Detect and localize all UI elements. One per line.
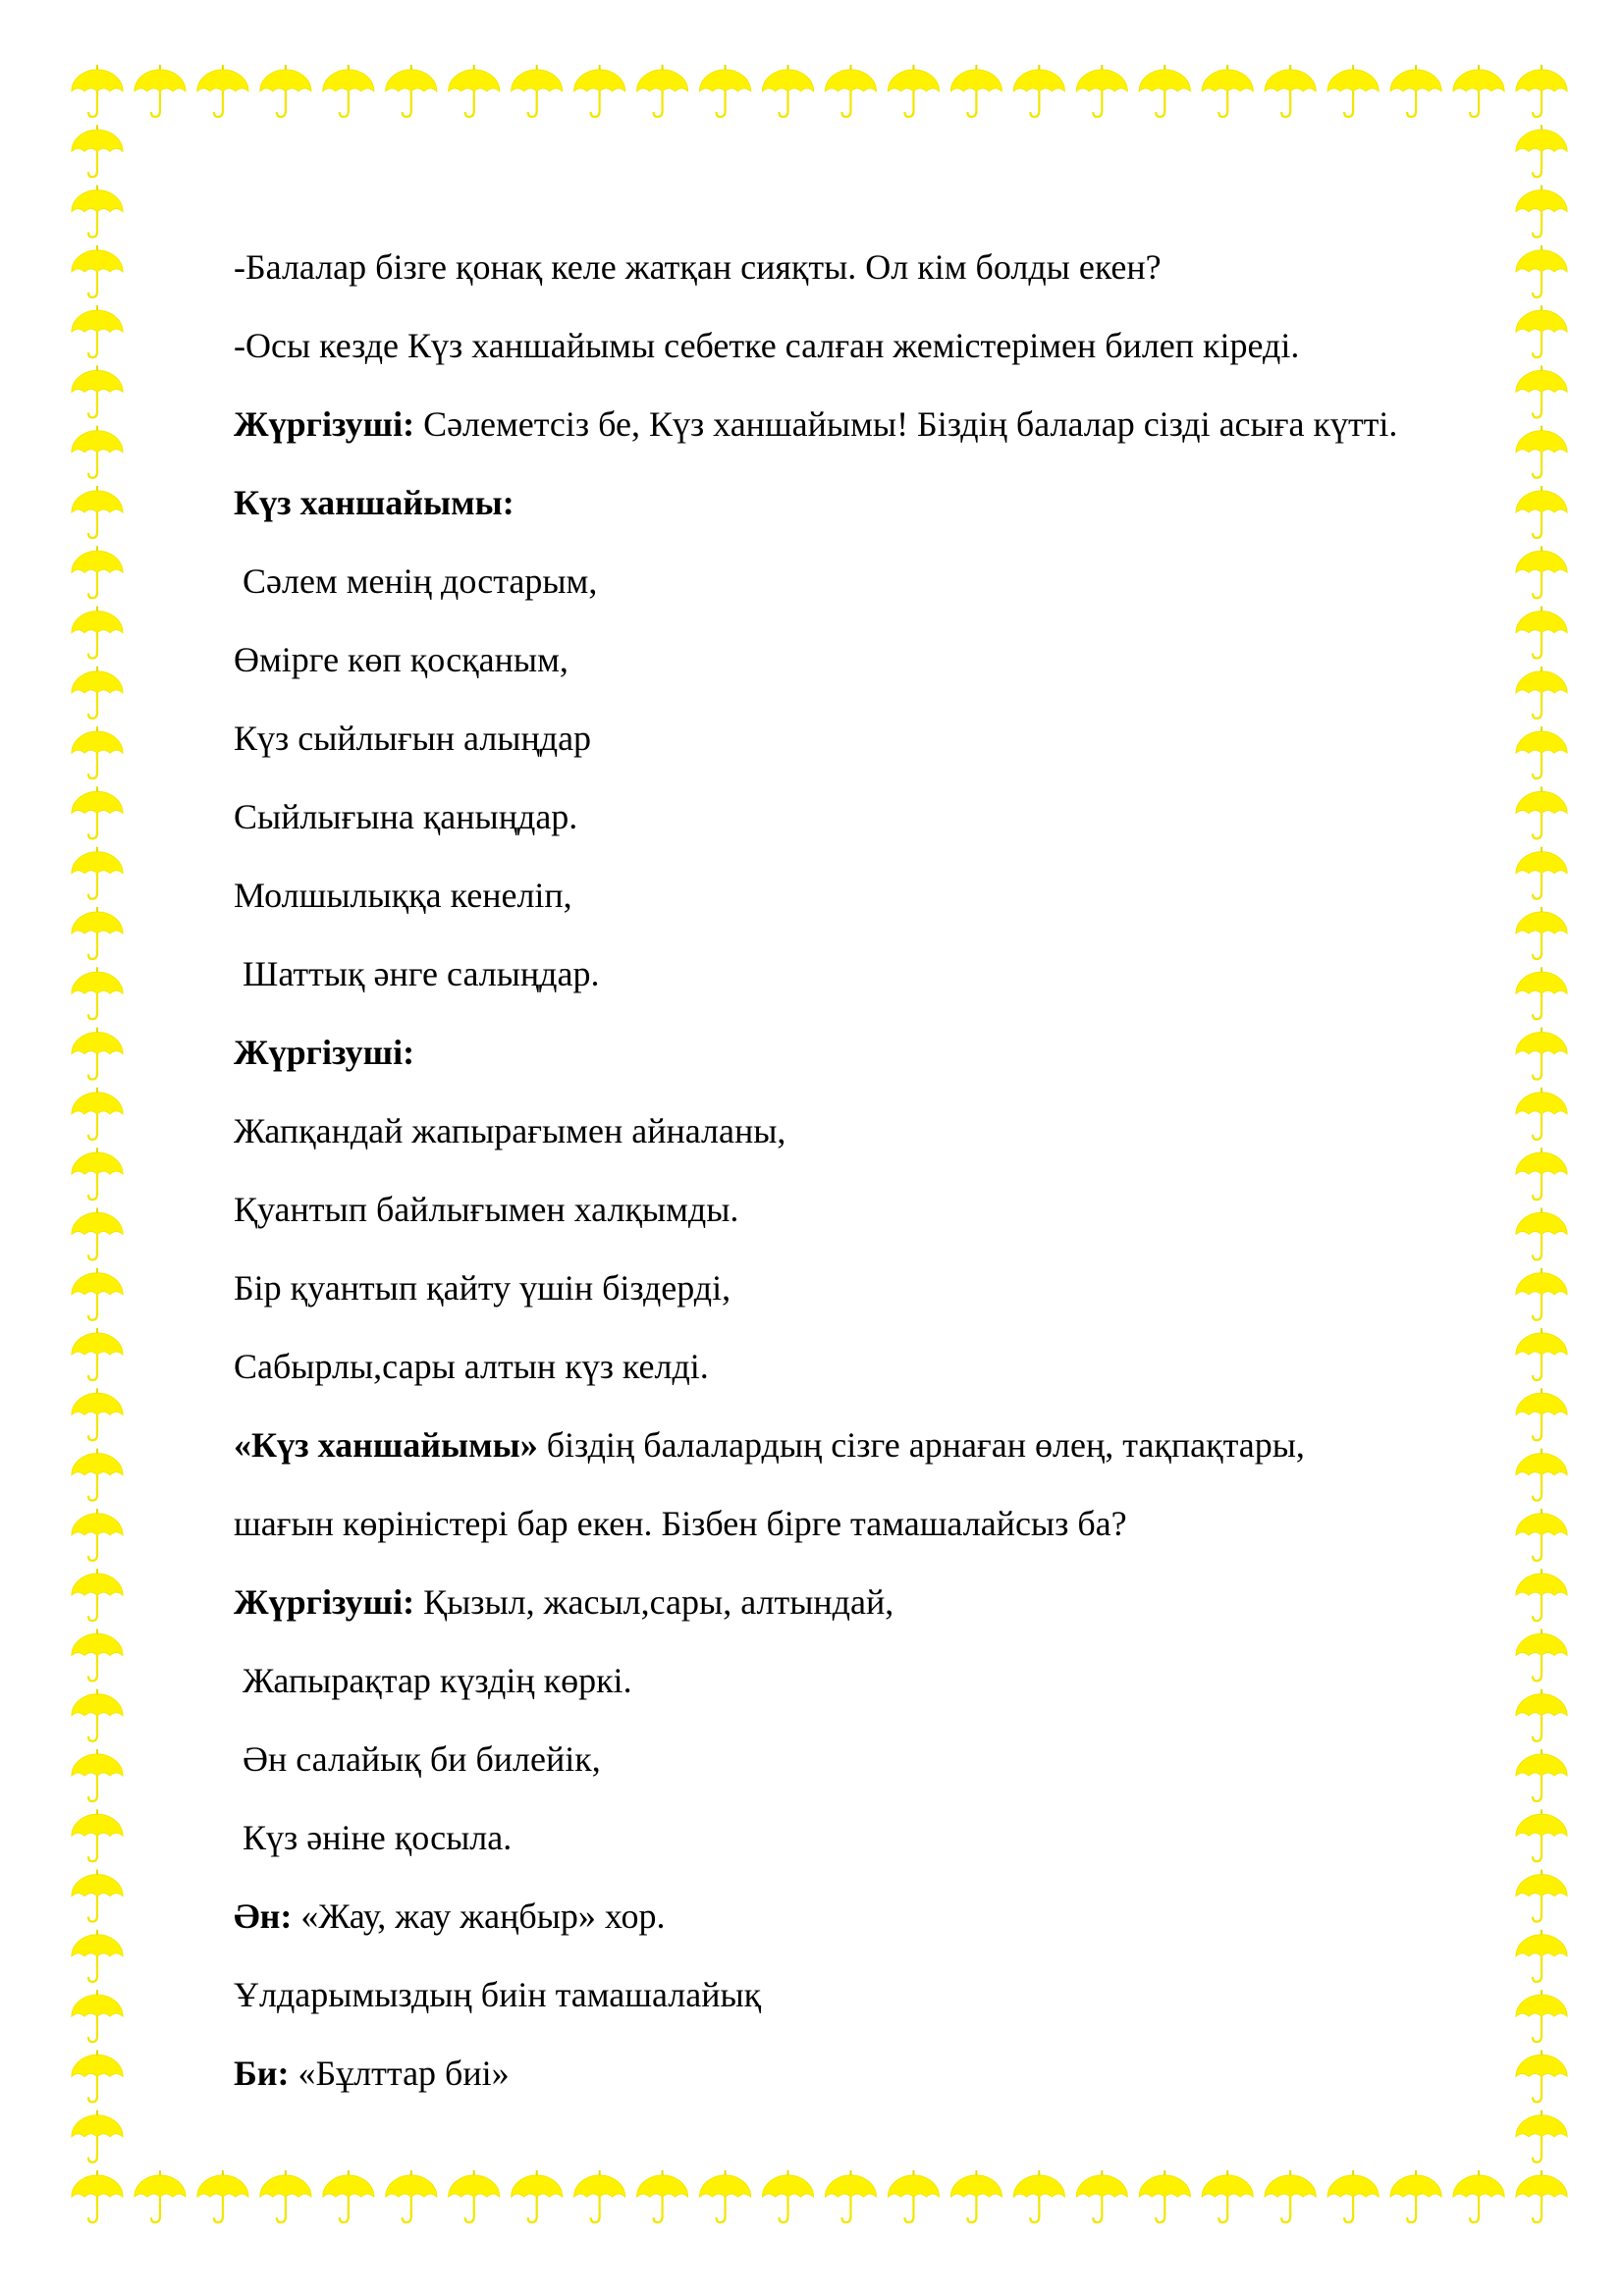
- text-line: [234, 228, 1510, 306]
- umbrella-icon: [1076, 2170, 1127, 2222]
- bold-label: Жүргізуші:: [234, 1582, 415, 1622]
- umbrella-icon: [260, 65, 311, 117]
- umbrella-icon: [1516, 667, 1567, 719]
- umbrella-icon: [1390, 2170, 1441, 2222]
- line-text: «Бұлттар биі»: [289, 2054, 510, 2093]
- umbrella-icon: [72, 1809, 123, 1861]
- umbrella-icon: [72, 125, 123, 177]
- umbrella-icon: [72, 2110, 123, 2163]
- umbrella-icon: [950, 65, 1001, 117]
- umbrella-icon: [1516, 546, 1567, 598]
- umbrella-icon: [72, 1328, 123, 1380]
- umbrella-icon: [72, 786, 123, 838]
- umbrella-icon: [1516, 1990, 1567, 2042]
- umbrella-icon: [72, 2050, 123, 2102]
- text-line: [234, 1877, 1510, 1955]
- text-line: [234, 1327, 1510, 1406]
- bold-label: «Күз ханшайымы»: [234, 1425, 538, 1465]
- umbrella-icon: [512, 2170, 563, 2222]
- umbrella-icon: [1516, 1569, 1567, 1621]
- umbrella-icon: [1139, 2170, 1190, 2222]
- umbrella-icon: [1516, 786, 1567, 838]
- umbrella-icon: [323, 65, 374, 117]
- text-line: [234, 1013, 1510, 1092]
- umbrella-icon: [72, 1388, 123, 1440]
- umbrella-icon: [260, 2170, 311, 2222]
- umbrella-icon: [72, 967, 123, 1019]
- umbrella-icon: [72, 667, 123, 719]
- umbrella-icon: [386, 65, 437, 117]
- document-body: [234, 228, 1510, 2112]
- umbrella-icon: [1516, 1449, 1567, 1501]
- umbrella-icon: [72, 1268, 123, 1320]
- text-line: [234, 2034, 1510, 2112]
- umbrella-icon: [386, 2170, 437, 2222]
- text-line: [234, 542, 1510, 620]
- text-line: [234, 1484, 1510, 1563]
- line-text: Молшылыққа кенеліп,: [234, 876, 572, 915]
- line-text: Қызыл, жасыл,сары, алтындай,: [414, 1582, 894, 1622]
- umbrella-icon: [1516, 1028, 1567, 1080]
- umbrella-icon: [1013, 65, 1064, 117]
- text-line: [234, 620, 1510, 699]
- umbrella-icon: [1516, 1509, 1567, 1561]
- text-line: [234, 1170, 1510, 1249]
- umbrella-icon: [637, 65, 688, 117]
- umbrella-icon: [72, 1870, 123, 1922]
- umbrella-icon: [1265, 65, 1316, 117]
- line-text: Ән салайық би билейік,: [234, 1739, 601, 1779]
- umbrella-icon: [700, 65, 751, 117]
- umbrella-icon: [1516, 1689, 1567, 1741]
- line-text: -Осы кезде Күз ханшайымы себетке салған жемістерімен билеп кіреді.: [234, 326, 1300, 365]
- umbrella-icon: [72, 1509, 123, 1561]
- text-line: [234, 1955, 1510, 2034]
- umbrella-icon: [72, 1990, 123, 2042]
- text-line: [234, 1563, 1510, 1641]
- umbrella-icon: [72, 2170, 123, 2222]
- umbrella-icon: [197, 65, 248, 117]
- text-line: [234, 1720, 1510, 1798]
- text-line: [234, 699, 1510, 777]
- umbrella-icon: [1516, 65, 1567, 117]
- umbrella-icon: [1265, 2170, 1316, 2222]
- umbrella-icon: [1516, 245, 1567, 297]
- umbrella-icon: [512, 65, 563, 117]
- umbrella-icon: [1516, 607, 1567, 659]
- line-text: Өмірге көп қосқаным,: [234, 640, 568, 679]
- umbrella-icon: [1516, 1148, 1567, 1200]
- line-text: Ұлдарымыздың биін тамашалайық: [234, 1975, 762, 2014]
- umbrella-icon: [72, 1689, 123, 1741]
- line-text: Сәлеметсіз бе, Күз ханшайымы! Біздің балалар сізді асыға күтті.: [414, 404, 1398, 444]
- umbrella-icon: [1327, 2170, 1379, 2222]
- umbrella-icon: [1202, 2170, 1253, 2222]
- bold-label: Жүргізуші:: [234, 1033, 415, 1072]
- line-text: Сабырлы,сары алтын күз келді.: [234, 1347, 709, 1386]
- line-text: Шаттық әнге салыңдар.: [234, 954, 600, 993]
- umbrella-icon: [449, 65, 500, 117]
- umbrella-icon: [1390, 65, 1441, 117]
- umbrella-icon: [1516, 2170, 1567, 2222]
- umbrella-icon: [1516, 1629, 1567, 1681]
- umbrella-icon: [72, 186, 123, 238]
- umbrella-icon: [72, 847, 123, 899]
- umbrella-icon: [888, 2170, 939, 2222]
- umbrella-icon: [1516, 1388, 1567, 1440]
- umbrella-icon: [1516, 125, 1567, 177]
- text-line: [234, 1798, 1510, 1877]
- line-text: Күз сыйлығын алыңдар: [234, 719, 592, 758]
- bold-label: Би:: [234, 2054, 290, 2093]
- umbrella-icon: [1202, 65, 1253, 117]
- umbrella-icon: [135, 2170, 186, 2222]
- umbrella-icon: [1516, 847, 1567, 899]
- text-line: [234, 777, 1510, 856]
- line-text: шағын көріністері бар екен. Бізбен бірге тамашалайсыз ба?: [234, 1504, 1127, 1543]
- umbrella-icon: [1516, 2050, 1567, 2102]
- umbrella-icon: [135, 65, 186, 117]
- line-text: Қуантып байлығымен халқымды.: [234, 1190, 739, 1229]
- umbrella-icon: [1076, 65, 1127, 117]
- line-text: Бір қуантып қайту үшін біздерді,: [234, 1268, 731, 1308]
- umbrella-icon: [72, 1749, 123, 1801]
- umbrella-icon: [825, 65, 876, 117]
- umbrella-icon: [72, 1028, 123, 1080]
- umbrella-icon: [72, 305, 123, 357]
- umbrella-icon: [574, 65, 625, 117]
- line-text: -Балалар бізге қонақ келе жатқан сияқты. Ол кім болды екен?: [234, 247, 1162, 287]
- umbrella-icon: [1516, 186, 1567, 238]
- bold-label: Ән:: [234, 1896, 293, 1936]
- umbrella-icon: [72, 726, 123, 778]
- umbrella-icon: [72, 365, 123, 417]
- umbrella-icon: [72, 1148, 123, 1200]
- umbrella-icon: [763, 65, 814, 117]
- bold-label: Жүргізуші:: [234, 404, 415, 444]
- umbrella-icon: [1516, 1809, 1567, 1861]
- umbrella-icon: [1516, 726, 1567, 778]
- umbrella-icon: [1516, 426, 1567, 478]
- umbrella-icon: [763, 2170, 814, 2222]
- umbrella-icon: [1516, 486, 1567, 538]
- umbrella-icon: [323, 2170, 374, 2222]
- umbrella-icon: [950, 2170, 1001, 2222]
- text-line: [234, 934, 1510, 1013]
- line-text: Жапқандай жапырағымен айналаны,: [234, 1111, 786, 1150]
- umbrella-icon: [72, 65, 123, 117]
- text-line: [234, 306, 1510, 385]
- umbrella-icon: [72, 245, 123, 297]
- umbrella-icon: [72, 546, 123, 598]
- text-line: [234, 856, 1510, 934]
- umbrella-icon: [72, 1930, 123, 1982]
- umbrella-icon: [1516, 967, 1567, 1019]
- text-line: [234, 463, 1510, 542]
- umbrella-icon: [1013, 2170, 1064, 2222]
- umbrella-icon: [72, 1629, 123, 1681]
- umbrella-icon: [1516, 1749, 1567, 1801]
- umbrella-icon: [1516, 907, 1567, 959]
- line-text: Күз әніне қосыла.: [234, 1818, 513, 1857]
- umbrella-icon: [1516, 1207, 1567, 1259]
- text-line: [234, 1249, 1510, 1327]
- line-text: Жапырақтар күздің көркі.: [234, 1661, 632, 1700]
- umbrella-icon: [449, 2170, 500, 2222]
- umbrella-icon: [1516, 1328, 1567, 1380]
- umbrella-icon: [1327, 65, 1379, 117]
- text-line: [234, 1406, 1510, 1484]
- line-text: Сыйлығына қаныңдар.: [234, 797, 578, 836]
- umbrella-icon: [72, 486, 123, 538]
- line-text: «Жау, жау жаңбыр» хор.: [292, 1896, 666, 1936]
- umbrella-icon: [888, 65, 939, 117]
- umbrella-icon: [1516, 1088, 1567, 1140]
- umbrella-icon: [72, 1449, 123, 1501]
- umbrella-icon: [72, 607, 123, 659]
- umbrella-icon: [1516, 1930, 1567, 1982]
- umbrella-icon: [1516, 365, 1567, 417]
- umbrella-icon: [1453, 65, 1504, 117]
- umbrella-icon: [72, 426, 123, 478]
- text-line: [234, 1092, 1510, 1170]
- umbrella-icon: [1453, 2170, 1504, 2222]
- umbrella-icon: [72, 1569, 123, 1621]
- umbrella-icon: [197, 2170, 248, 2222]
- umbrella-icon: [574, 2170, 625, 2222]
- umbrella-icon: [1516, 1268, 1567, 1320]
- text-line: [234, 1641, 1510, 1720]
- umbrella-icon: [72, 1207, 123, 1259]
- line-text: Сәлем менің достарым,: [234, 561, 598, 601]
- umbrella-icon: [825, 2170, 876, 2222]
- line-text: біздің балалардың сізге арнаған өлең, тақпақтары,: [537, 1425, 1305, 1465]
- bold-label: Күз ханшайымы:: [234, 483, 514, 522]
- umbrella-icon: [1516, 1870, 1567, 1922]
- umbrella-icon: [1516, 305, 1567, 357]
- text-line: [234, 385, 1510, 463]
- umbrella-icon: [72, 1088, 123, 1140]
- umbrella-icon: [1139, 65, 1190, 117]
- umbrella-icon: [637, 2170, 688, 2222]
- umbrella-icon: [1516, 2110, 1567, 2163]
- umbrella-icon: [700, 2170, 751, 2222]
- umbrella-icon: [72, 907, 123, 959]
